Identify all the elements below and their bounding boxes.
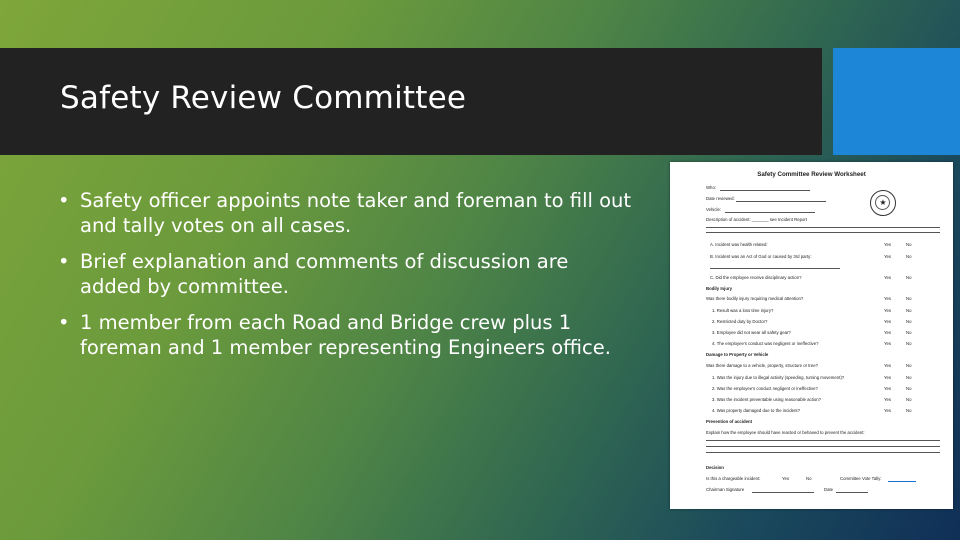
bullet-icon: • bbox=[58, 250, 70, 273]
bullet-list bbox=[58, 188, 633, 371]
ws-heading: Decision bbox=[706, 465, 724, 470]
ws-field: Vehicle: bbox=[706, 207, 722, 212]
ws-field: Description of accident: _______ see Incident Report bbox=[706, 217, 808, 222]
ws-heading: Prevention of accident bbox=[706, 419, 753, 424]
bullet-text: Safety officer appoints note taker and foreman to fill out and tally votes on all cases. bbox=[80, 189, 632, 237]
title-bar bbox=[0, 48, 822, 155]
worksheet-image: Safety Committee Review Worksheet ★ Who: Date reviewed: Vehicle: Description of accident: _______ see Incident Report A. Incident was health related: Yes No B. Incident was an Act of God or caused by 3rd party: Yes No C. Did the employee receive disciplinary action? Yes No Bodily Injury Was there bodily injury requiring medical attention? Yes No 1. Result was a loss time injury? Yes No 2. Restricted duty by Doctor? Yes No 3. Employee did not wear all safety gear? Yes No 4. The employee's conduct was negligent or ineffective? Yes No Damage to Property or Vehicle Was there damage to a vehicle, property, structure or tree? Yes No 1. Was the injury due to illegal activity (speeding, turning movement)? Yes No 2. Was the employee's conduct negligent or ineffective? Yes No 3. Was the incident preventable using reasonable action? Yes No 4. Was property damaged due to the incident? Yes No Prevention of accident Explain how the employee should have reacted or behaved to prevent the accident: Decision Is this a chargeable incident: Yes No Committee Vote Tally: Chairman Signature Date bbox=[670, 162, 953, 509]
worksheet-title: Safety Committee Review Worksheet bbox=[757, 171, 866, 178]
ws-heading: Bodily Injury bbox=[706, 286, 733, 291]
bullet-item bbox=[58, 310, 633, 360]
ws-item: C. Did the employee receive disciplinary action? bbox=[710, 275, 802, 280]
bullet-icon: • bbox=[58, 311, 70, 334]
slide-title: Safety Review Committee bbox=[60, 80, 467, 116]
bullet-item bbox=[58, 249, 633, 299]
bullet-icon: • bbox=[58, 189, 70, 212]
ws-item: B. Incident was an Act of God or caused by 3rd party: bbox=[710, 254, 812, 259]
bullet-text: 1 member from each Road and Bridge crew plus 1 foreman and 1 member representing Engineers office. bbox=[80, 311, 611, 359]
accent-block bbox=[833, 48, 960, 155]
ws-field: Who: bbox=[706, 185, 717, 190]
seal-icon: ★ bbox=[870, 190, 896, 216]
ws-field: Date reviewed: bbox=[706, 196, 735, 201]
ws-heading: Damage to Property or Vehicle bbox=[706, 352, 769, 357]
bullet-item bbox=[58, 188, 633, 238]
bullet-text: Brief explanation and comments of discussion are added by committee. bbox=[80, 250, 569, 298]
ws-item: A. Incident was health related: bbox=[710, 242, 768, 247]
